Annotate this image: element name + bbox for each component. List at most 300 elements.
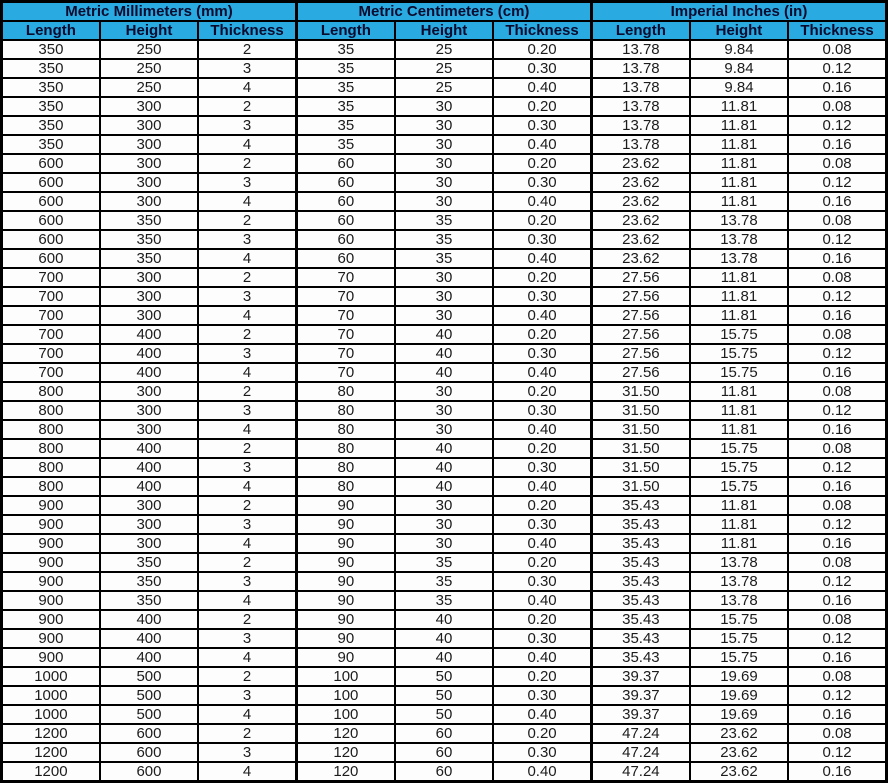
table-cell: 0.12 bbox=[788, 59, 886, 78]
table-cell: 3 bbox=[198, 287, 296, 306]
table-cell: 0.40 bbox=[493, 762, 591, 782]
table-cell: 25 bbox=[395, 40, 493, 59]
table-cell: 47.24 bbox=[591, 762, 689, 782]
table-cell: 60 bbox=[296, 154, 394, 173]
table-cell: 11.81 bbox=[690, 420, 788, 439]
table-cell: 0.08 bbox=[788, 268, 886, 287]
col-head-mm-height: Height bbox=[100, 21, 198, 40]
table-row bbox=[2, 59, 887, 78]
table-cell: 0.20 bbox=[493, 268, 591, 287]
table-cell: 2 bbox=[198, 268, 296, 287]
table-cell: 800 bbox=[2, 401, 100, 420]
table-cell: 0.20 bbox=[493, 610, 591, 629]
table-cell: 25 bbox=[395, 78, 493, 97]
table-cell: 350 bbox=[2, 59, 100, 78]
table-cell: 13.78 bbox=[690, 572, 788, 591]
table-cell: 35 bbox=[395, 211, 493, 230]
table-cell: 300 bbox=[100, 515, 198, 534]
table-cell: 0.40 bbox=[493, 192, 591, 211]
table-cell: 70 bbox=[296, 268, 394, 287]
table-cell: 300 bbox=[100, 287, 198, 306]
table-cell: 35.43 bbox=[591, 515, 689, 534]
table-cell: 0.08 bbox=[788, 553, 886, 572]
table-cell: 47.24 bbox=[591, 724, 689, 743]
table-row bbox=[2, 762, 887, 782]
table-cell: 40 bbox=[395, 458, 493, 477]
table-cell: 40 bbox=[395, 363, 493, 382]
table-cell: 80 bbox=[296, 439, 394, 458]
table-row bbox=[2, 553, 887, 572]
table-cell: 0.30 bbox=[493, 116, 591, 135]
table-cell: 2 bbox=[198, 211, 296, 230]
table-cell: 11.81 bbox=[690, 173, 788, 192]
table-cell: 90 bbox=[296, 515, 394, 534]
table-row bbox=[2, 515, 887, 534]
table-cell: 250 bbox=[100, 40, 198, 59]
table-cell: 2 bbox=[198, 496, 296, 515]
table-cell: 0.30 bbox=[493, 629, 591, 648]
table-cell: 13.78 bbox=[690, 553, 788, 572]
table-cell: 0.20 bbox=[493, 382, 591, 401]
table-cell: 0.30 bbox=[493, 686, 591, 705]
table-cell: 600 bbox=[2, 154, 100, 173]
table-cell: 0.12 bbox=[788, 116, 886, 135]
table-cell: 25 bbox=[395, 59, 493, 78]
table-cell: 2 bbox=[198, 553, 296, 572]
table-row bbox=[2, 629, 887, 648]
table-row bbox=[2, 230, 887, 249]
table-cell: 11.81 bbox=[690, 401, 788, 420]
table-cell: 0.12 bbox=[788, 686, 886, 705]
table-cell: 0.12 bbox=[788, 287, 886, 306]
table-cell: 80 bbox=[296, 458, 394, 477]
col-head-in-length: Length bbox=[591, 21, 689, 40]
table-cell: 35.43 bbox=[591, 572, 689, 591]
table-cell: 0.08 bbox=[788, 667, 886, 686]
table-cell: 47.24 bbox=[591, 743, 689, 762]
table-cell: 39.37 bbox=[591, 686, 689, 705]
table-cell: 27.56 bbox=[591, 325, 689, 344]
table-cell: 4 bbox=[198, 420, 296, 439]
table-cell: 4 bbox=[198, 363, 296, 382]
table-cell: 0.08 bbox=[788, 97, 886, 116]
table-cell: 0.40 bbox=[493, 78, 591, 97]
table-cell: 0.12 bbox=[788, 230, 886, 249]
table-cell: 0.12 bbox=[788, 401, 886, 420]
table-cell: 0.08 bbox=[788, 382, 886, 401]
table-cell: 0.40 bbox=[493, 705, 591, 724]
table-cell: 23.62 bbox=[591, 192, 689, 211]
table-cell: 0.20 bbox=[493, 40, 591, 59]
table-cell: 13.78 bbox=[591, 78, 689, 97]
table-cell: 400 bbox=[100, 439, 198, 458]
table-cell: 15.75 bbox=[690, 325, 788, 344]
table-cell: 30 bbox=[395, 268, 493, 287]
table-cell: 35 bbox=[296, 135, 394, 154]
table-cell: 500 bbox=[100, 705, 198, 724]
table-cell: 400 bbox=[100, 477, 198, 496]
group-title-cm: Metric Centimeters (cm) bbox=[296, 2, 591, 22]
table-cell: 60 bbox=[296, 230, 394, 249]
table-row bbox=[2, 610, 887, 629]
table-cell: 250 bbox=[100, 59, 198, 78]
table-cell: 19.69 bbox=[690, 686, 788, 705]
table-cell: 35 bbox=[395, 230, 493, 249]
table-cell: 400 bbox=[100, 629, 198, 648]
table-cell: 600 bbox=[100, 724, 198, 743]
table-cell: 60 bbox=[395, 724, 493, 743]
table-cell: 80 bbox=[296, 401, 394, 420]
table-cell: 0.40 bbox=[493, 363, 591, 382]
table-cell: 30 bbox=[395, 534, 493, 553]
table-cell: 300 bbox=[100, 97, 198, 116]
table-cell: 350 bbox=[2, 78, 100, 97]
table-row bbox=[2, 249, 887, 268]
table-cell: 70 bbox=[296, 287, 394, 306]
table-cell: 70 bbox=[296, 344, 394, 363]
table-cell: 23.62 bbox=[690, 743, 788, 762]
table-cell: 30 bbox=[395, 420, 493, 439]
table-cell: 1200 bbox=[2, 743, 100, 762]
table-row bbox=[2, 192, 887, 211]
table-row bbox=[2, 382, 887, 401]
table-cell: 0.08 bbox=[788, 40, 886, 59]
table-cell: 0.16 bbox=[788, 705, 886, 724]
table-cell: 2 bbox=[198, 667, 296, 686]
table-cell: 1000 bbox=[2, 686, 100, 705]
table-cell: 350 bbox=[2, 97, 100, 116]
table-cell: 400 bbox=[100, 648, 198, 667]
table-cell: 30 bbox=[395, 515, 493, 534]
table-cell: 800 bbox=[2, 439, 100, 458]
table-cell: 35 bbox=[395, 249, 493, 268]
table-cell: 13.78 bbox=[591, 116, 689, 135]
table-cell: 15.75 bbox=[690, 458, 788, 477]
table-cell: 60 bbox=[395, 743, 493, 762]
table-cell: 100 bbox=[296, 667, 394, 686]
table-cell: 0.20 bbox=[493, 97, 591, 116]
table-cell: 30 bbox=[395, 135, 493, 154]
table-cell: 35 bbox=[296, 116, 394, 135]
table-row bbox=[2, 268, 887, 287]
table-cell: 700 bbox=[2, 287, 100, 306]
table-cell: 0.30 bbox=[493, 344, 591, 363]
col-head-mm-length: Length bbox=[2, 21, 100, 40]
table-cell: 350 bbox=[100, 230, 198, 249]
table-cell: 31.50 bbox=[591, 382, 689, 401]
table-cell: 0.30 bbox=[493, 173, 591, 192]
table-cell: 35.43 bbox=[591, 496, 689, 515]
table-cell: 60 bbox=[296, 211, 394, 230]
table-cell: 35 bbox=[395, 553, 493, 572]
table-cell: 400 bbox=[100, 458, 198, 477]
table-cell: 0.30 bbox=[493, 515, 591, 534]
group-title-mm: Metric Millimeters (mm) bbox=[2, 2, 297, 22]
table-cell: 0.30 bbox=[493, 401, 591, 420]
table-cell: 350 bbox=[100, 249, 198, 268]
table-row bbox=[2, 458, 887, 477]
table-cell: 350 bbox=[100, 553, 198, 572]
table-cell: 2 bbox=[198, 325, 296, 344]
table-cell: 3 bbox=[198, 173, 296, 192]
table-row bbox=[2, 667, 887, 686]
table-cell: 900 bbox=[2, 553, 100, 572]
table-cell: 0.40 bbox=[493, 534, 591, 553]
table-cell: 700 bbox=[2, 306, 100, 325]
table-cell: 0.40 bbox=[493, 306, 591, 325]
table-cell: 27.56 bbox=[591, 306, 689, 325]
table-cell: 90 bbox=[296, 496, 394, 515]
table-cell: 15.75 bbox=[690, 344, 788, 363]
table-cell: 1000 bbox=[2, 705, 100, 724]
table-cell: 11.81 bbox=[690, 534, 788, 553]
table-cell: 35.43 bbox=[591, 629, 689, 648]
table-cell: 0.40 bbox=[493, 249, 591, 268]
table-cell: 30 bbox=[395, 287, 493, 306]
table-cell: 350 bbox=[100, 211, 198, 230]
table-cell: 3 bbox=[198, 743, 296, 762]
table-cell: 300 bbox=[100, 401, 198, 420]
table-cell: 13.78 bbox=[591, 97, 689, 116]
table-cell: 500 bbox=[100, 667, 198, 686]
table-cell: 120 bbox=[296, 743, 394, 762]
table-cell: 0.40 bbox=[493, 420, 591, 439]
table-cell: 0.08 bbox=[788, 325, 886, 344]
col-head-cm-height: Height bbox=[395, 21, 493, 40]
table-cell: 90 bbox=[296, 553, 394, 572]
table-row bbox=[2, 534, 887, 553]
table-cell: 0.30 bbox=[493, 743, 591, 762]
table-row bbox=[2, 477, 887, 496]
table-cell: 300 bbox=[100, 135, 198, 154]
table-header bbox=[2, 2, 887, 41]
table-cell: 900 bbox=[2, 648, 100, 667]
table-cell: 15.75 bbox=[690, 363, 788, 382]
table-cell: 3 bbox=[198, 572, 296, 591]
table-cell: 100 bbox=[296, 686, 394, 705]
table-cell: 35.43 bbox=[591, 553, 689, 572]
table-cell: 40 bbox=[395, 477, 493, 496]
table-cell: 35.43 bbox=[591, 591, 689, 610]
table-cell: 4 bbox=[198, 648, 296, 667]
table-cell: 0.30 bbox=[493, 572, 591, 591]
table-cell: 23.62 bbox=[591, 154, 689, 173]
table-cell: 11.81 bbox=[690, 135, 788, 154]
table-cell: 60 bbox=[395, 762, 493, 782]
table-cell: 0.20 bbox=[493, 154, 591, 173]
table-cell: 300 bbox=[100, 192, 198, 211]
table-cell: 0.20 bbox=[493, 439, 591, 458]
table-cell: 0.16 bbox=[788, 648, 886, 667]
table-cell: 0.12 bbox=[788, 515, 886, 534]
table-cell: 0.20 bbox=[493, 553, 591, 572]
table-cell: 35 bbox=[296, 59, 394, 78]
table-cell: 0.08 bbox=[788, 439, 886, 458]
table-cell: 400 bbox=[100, 610, 198, 629]
table-cell: 600 bbox=[2, 192, 100, 211]
table-cell: 350 bbox=[100, 572, 198, 591]
table-cell: 600 bbox=[2, 249, 100, 268]
table-cell: 800 bbox=[2, 382, 100, 401]
col-head-in-height: Height bbox=[690, 21, 788, 40]
table-cell: 800 bbox=[2, 420, 100, 439]
table-cell: 800 bbox=[2, 477, 100, 496]
table-cell: 0.16 bbox=[788, 306, 886, 325]
table-cell: 60 bbox=[296, 173, 394, 192]
table-row bbox=[2, 686, 887, 705]
table-cell: 50 bbox=[395, 686, 493, 705]
table-cell: 0.16 bbox=[788, 762, 886, 782]
table-cell: 31.50 bbox=[591, 401, 689, 420]
table-cell: 35 bbox=[296, 97, 394, 116]
table-cell: 4 bbox=[198, 591, 296, 610]
group-title-in: Imperial Inches (in) bbox=[591, 2, 886, 22]
table-cell: 3 bbox=[198, 116, 296, 135]
table-cell: 0.12 bbox=[788, 572, 886, 591]
table-body bbox=[2, 40, 887, 782]
table-cell: 70 bbox=[296, 325, 394, 344]
table-cell: 9.84 bbox=[690, 59, 788, 78]
table-cell: 900 bbox=[2, 496, 100, 515]
table-row bbox=[2, 724, 887, 743]
table-cell: 4 bbox=[198, 306, 296, 325]
table-cell: 0.12 bbox=[788, 458, 886, 477]
table-cell: 15.75 bbox=[690, 477, 788, 496]
table-row bbox=[2, 743, 887, 762]
table-cell: 1200 bbox=[2, 724, 100, 743]
table-row bbox=[2, 97, 887, 116]
table-cell: 13.78 bbox=[690, 249, 788, 268]
table-cell: 300 bbox=[100, 496, 198, 515]
table-cell: 1000 bbox=[2, 667, 100, 686]
table-cell: 11.81 bbox=[690, 116, 788, 135]
table-cell: 0.20 bbox=[493, 496, 591, 515]
table-cell: 30 bbox=[395, 496, 493, 515]
table-cell: 0.30 bbox=[493, 59, 591, 78]
table-cell: 700 bbox=[2, 363, 100, 382]
table-cell: 90 bbox=[296, 534, 394, 553]
table-row bbox=[2, 78, 887, 97]
table-cell: 0.12 bbox=[788, 344, 886, 363]
table-cell: 1200 bbox=[2, 762, 100, 782]
table-cell: 90 bbox=[296, 591, 394, 610]
table-cell: 0.40 bbox=[493, 591, 591, 610]
table-cell: 0.40 bbox=[493, 648, 591, 667]
table-row bbox=[2, 40, 887, 59]
table-cell: 15.75 bbox=[690, 629, 788, 648]
table-cell: 19.69 bbox=[690, 705, 788, 724]
table-cell: 0.20 bbox=[493, 724, 591, 743]
table-cell: 300 bbox=[100, 306, 198, 325]
table-cell: 13.78 bbox=[690, 591, 788, 610]
table-cell: 120 bbox=[296, 762, 394, 782]
table-cell: 4 bbox=[198, 135, 296, 154]
table-cell: 23.62 bbox=[591, 249, 689, 268]
col-head-in-thickness: Thickness bbox=[788, 21, 886, 40]
table-cell: 11.81 bbox=[690, 496, 788, 515]
table-row bbox=[2, 401, 887, 420]
table-cell: 4 bbox=[198, 705, 296, 724]
table-cell: 35 bbox=[296, 78, 394, 97]
table-cell: 35 bbox=[395, 572, 493, 591]
table-cell: 11.81 bbox=[690, 192, 788, 211]
table-cell: 40 bbox=[395, 629, 493, 648]
table-cell: 13.78 bbox=[690, 230, 788, 249]
table-cell: 30 bbox=[395, 306, 493, 325]
table-cell: 23.62 bbox=[591, 230, 689, 249]
table-cell: 27.56 bbox=[591, 268, 689, 287]
table-cell: 40 bbox=[395, 344, 493, 363]
table-cell: 0.20 bbox=[493, 667, 591, 686]
table-cell: 60 bbox=[296, 192, 394, 211]
table-cell: 300 bbox=[100, 154, 198, 173]
table-cell: 60 bbox=[296, 249, 394, 268]
col-head-mm-thickness: Thickness bbox=[198, 21, 296, 40]
table-cell: 11.81 bbox=[690, 287, 788, 306]
table-cell: 9.84 bbox=[690, 40, 788, 59]
table-row bbox=[2, 705, 887, 724]
table-cell: 35 bbox=[395, 591, 493, 610]
table-cell: 300 bbox=[100, 382, 198, 401]
table-cell: 31.50 bbox=[591, 477, 689, 496]
table-cell: 15.75 bbox=[690, 648, 788, 667]
table-row bbox=[2, 306, 887, 325]
table-row bbox=[2, 211, 887, 230]
table-cell: 30 bbox=[395, 173, 493, 192]
table-cell: 2 bbox=[198, 97, 296, 116]
table-cell: 4 bbox=[198, 192, 296, 211]
table-cell: 31.50 bbox=[591, 439, 689, 458]
table-cell: 39.37 bbox=[591, 667, 689, 686]
table-cell: 0.30 bbox=[493, 458, 591, 477]
table-cell: 19.69 bbox=[690, 667, 788, 686]
table-row bbox=[2, 154, 887, 173]
table-cell: 900 bbox=[2, 515, 100, 534]
table-cell: 3 bbox=[198, 458, 296, 477]
table-cell: 3 bbox=[198, 686, 296, 705]
table-cell: 2 bbox=[198, 40, 296, 59]
table-cell: 3 bbox=[198, 344, 296, 363]
table-cell: 80 bbox=[296, 420, 394, 439]
table-cell: 0.16 bbox=[788, 477, 886, 496]
table-cell: 90 bbox=[296, 610, 394, 629]
table-cell: 0.30 bbox=[493, 230, 591, 249]
table-cell: 23.62 bbox=[690, 762, 788, 782]
table-cell: 4 bbox=[198, 78, 296, 97]
table-cell: 600 bbox=[100, 762, 198, 782]
table-cell: 2 bbox=[198, 724, 296, 743]
table-cell: 13.78 bbox=[591, 59, 689, 78]
table-cell: 350 bbox=[100, 591, 198, 610]
table-cell: 40 bbox=[395, 439, 493, 458]
table-cell: 3 bbox=[198, 629, 296, 648]
table-cell: 900 bbox=[2, 572, 100, 591]
table-cell: 30 bbox=[395, 116, 493, 135]
table-cell: 0.16 bbox=[788, 363, 886, 382]
table-cell: 3 bbox=[198, 515, 296, 534]
table-cell: 250 bbox=[100, 78, 198, 97]
col-head-cm-thickness: Thickness bbox=[493, 21, 591, 40]
table-cell: 700 bbox=[2, 268, 100, 287]
table-cell: 120 bbox=[296, 724, 394, 743]
table-cell: 27.56 bbox=[591, 287, 689, 306]
table-cell: 700 bbox=[2, 344, 100, 363]
table-row bbox=[2, 591, 887, 610]
table-cell: 3 bbox=[198, 230, 296, 249]
table-cell: 0.08 bbox=[788, 154, 886, 173]
table-cell: 40 bbox=[395, 325, 493, 344]
table-cell: 300 bbox=[100, 420, 198, 439]
